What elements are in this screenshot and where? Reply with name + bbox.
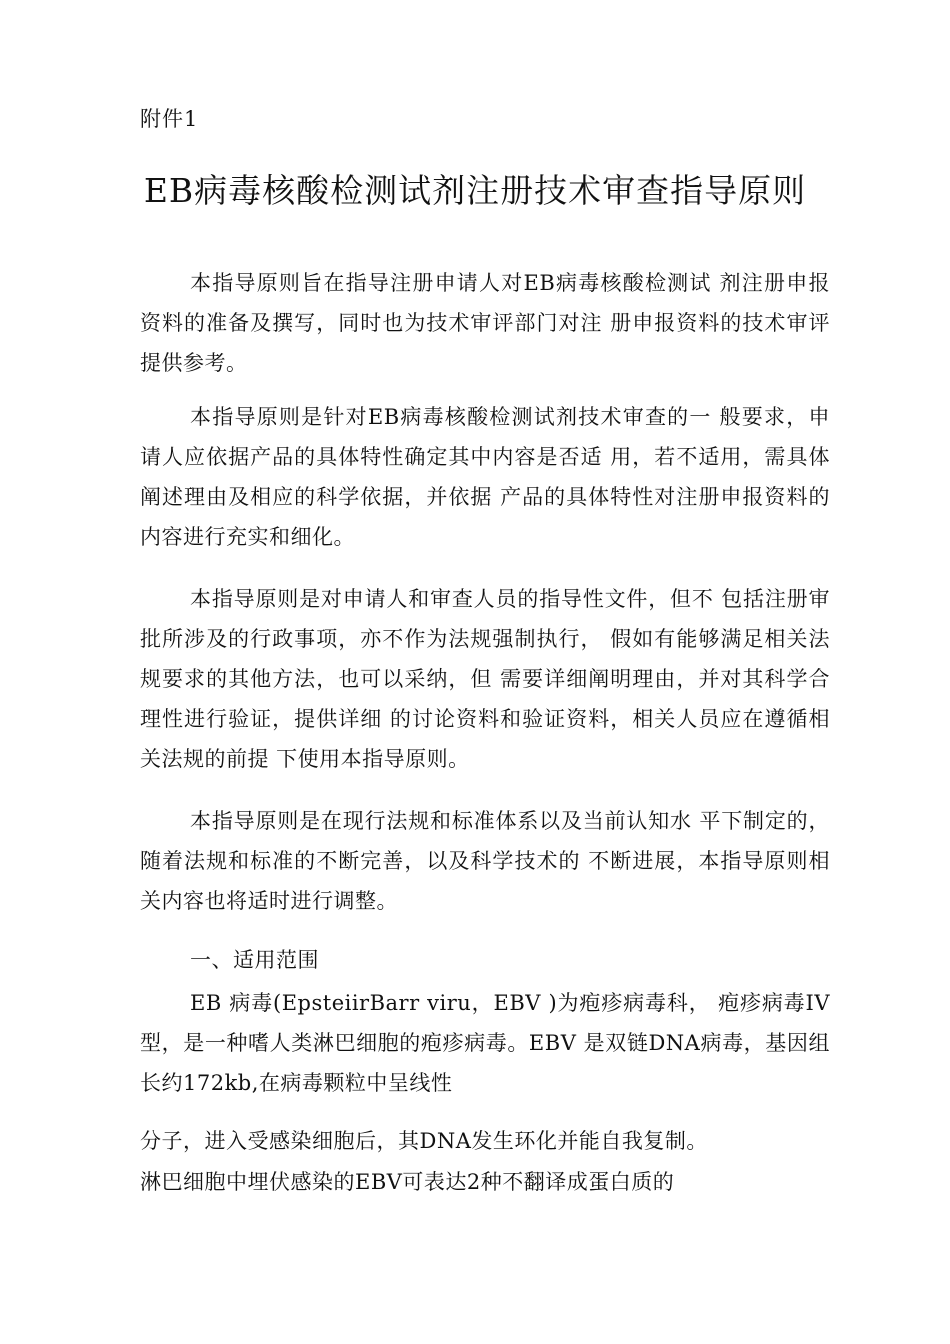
continuation-line-2: 淋巴细胞中埋伏感染的EBV可表达2种不翻译成蛋白质的 <box>140 1170 675 1194</box>
document-title: EB病毒核酸检测试剂注册技术审查指导原则 <box>143 171 807 210</box>
continuation-line-1: 分子，进入受感染细胞后，其DNA发生环化并能自我复制。 <box>140 1129 708 1153</box>
paragraph-ebv-description: EB 病毒(EpsteiirBarr viru，EBV )为疱疹病毒科， 疱疹病毒IV型，是一种嗜人类淋巴细胞的疱疹病毒。EBV 是双链DNA病毒，基因组长约172kb,在病毒颗粒中呈线性 <box>140 991 830 1095</box>
paragraph-purpose: 本指导原则旨在指导注册申请人对EB病毒核酸检测试 剂注册申报资料的准备及撰写，同时也为技术审评部门对注 册申报资料的技术审评提供参考。 <box>140 271 830 375</box>
section-heading-scope: 一、适用范围 <box>190 948 319 972</box>
attachment-label: 附件1 <box>140 107 199 131</box>
paragraph-update-policy: 本指导原则是在现行法规和标准体系以及当前认知水 平下制定的，随着法规和标准的不断完善，以及科学技术的 不断进展，本指导原则相关内容也将适时进行调整。 <box>140 809 830 913</box>
paragraph-scope-requirements: 本指导原则是针对EB病毒核酸检测试剂技术审查的一 般要求，申请人应依据产品的具体特性确定其中内容是否适 用，若不适用，需具体阐述理由及相应的科学依据，并依据 产品的具体特性对注册申报资料的内容进行充实和细化。 <box>140 405 830 549</box>
paragraph-guidance-nature: 本指导原则是对申请人和审查人员的指导性文件，但不 包括注册审批所涉及的行政事项，亦不作为法规强制执行， 假如有能够满足相关法规要求的其他方法，也可以采纳，但 需要详细阐明理由，并对其科学合理性进行验证，提供详细 的讨论资料和验证资料，相关人员应在遵循相关法规的前提 下使用本指导原则。 <box>140 587 830 771</box>
